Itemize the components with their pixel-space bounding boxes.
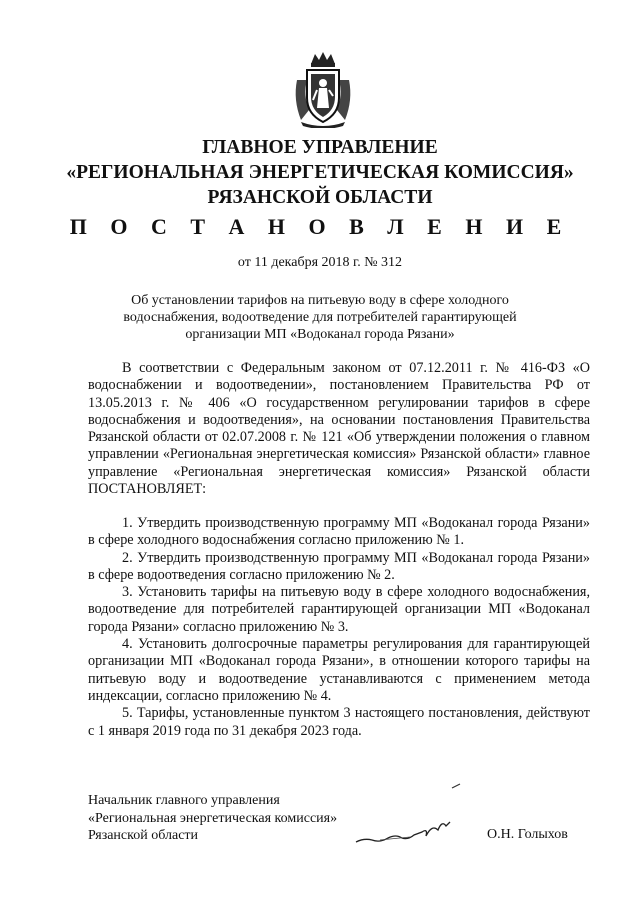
org-title-line-2: «РЕГИОНАЛЬНАЯ ЭНЕРГЕТИЧЕСКАЯ КОМИССИЯ»: [66, 162, 574, 183]
signatory-position: [88, 792, 337, 845]
resolution-item-5: 5. Тарифы, установленные пунктом 3 настоящего постановления, действуют с 1 января 2019 года по 31 декабря 2023 года.: [88, 705, 590, 739]
document-date-number: от 11 декабря 2018 г. № 312: [237, 255, 403, 270]
resolution-item-1: 1. Утвердить производственную программу МП «Водоканал города Рязани» в сфере холодного водоснабжения согласно приложению № 1.: [88, 515, 590, 549]
signatory-position-line-3: Рязанской области: [88, 828, 199, 843]
resolution-items: [88, 515, 590, 740]
signatory-position-line-2: «Региональная энергетическая комиссия»: [88, 810, 338, 826]
signatory-position-line-1: Начальник главного управления: [88, 793, 280, 808]
resolution-item-2: 2. Утвердить производственную программу МП «Водоканал города Рязани» в сфере водоотведения согласно приложению № 2.: [88, 549, 590, 583]
org-title-line-1: ГЛАВНОЕ УПРАВЛЕНИЕ: [202, 137, 438, 158]
coat-of-arms-icon: [291, 50, 355, 128]
preamble-section: [88, 360, 590, 498]
preamble-paragraph: В соответствии с Федеральным законом от 07.12.2011 г. № 416-ФЗ «О водоснабжении и водоотведении», постановлением Правительства РФ от 13.05.2013 г. № 406 «О государственном регулировании тарифов в сфере водоснабжения и водоотведения», на основании постановления Правительства Рязанской области от 02.07.2008 г. № 121 «Об утверждении положения о главном управлении «Региональная энергетическая комиссия» Рязанской области» главное управление «Региональная энергетическая комиссия» Рязанской области ПОСТАНОВЛЯЕТ:: [88, 360, 590, 498]
org-title-line-3: РЯЗАНСКОЙ ОБЛАСТИ: [207, 187, 433, 208]
document-subject: Об установлении тарифов на питьевую воду в сфере холодного водоснабжения, водоотведение для потребителей гарантирующей организации МП «Водоканал города Рязани»: [123, 293, 517, 342]
signatory-name: О.Н. Голыхов: [487, 827, 568, 842]
resolution-item-4: 4. Установить долгосрочные параметры регулирования для гарантирующей организации МП «Водоканал города Рязани», в отношении которого тарифы на питьевую воду и водоотведение устанавливаются с применением метода индексации, согласно приложению № 4.: [88, 636, 590, 704]
resolution-item-3: 3. Установить тарифы на питьевую воду в сфере холодного водоснабжения, водоотведение для потребителей гарантирующей организации МП «Водоканал города Рязани» согласно приложению № 3.: [88, 584, 590, 635]
handwritten-signature: [350, 780, 470, 850]
document-type-heading: П О С Т А Н О В Л Е Н И Е: [69, 214, 571, 239]
